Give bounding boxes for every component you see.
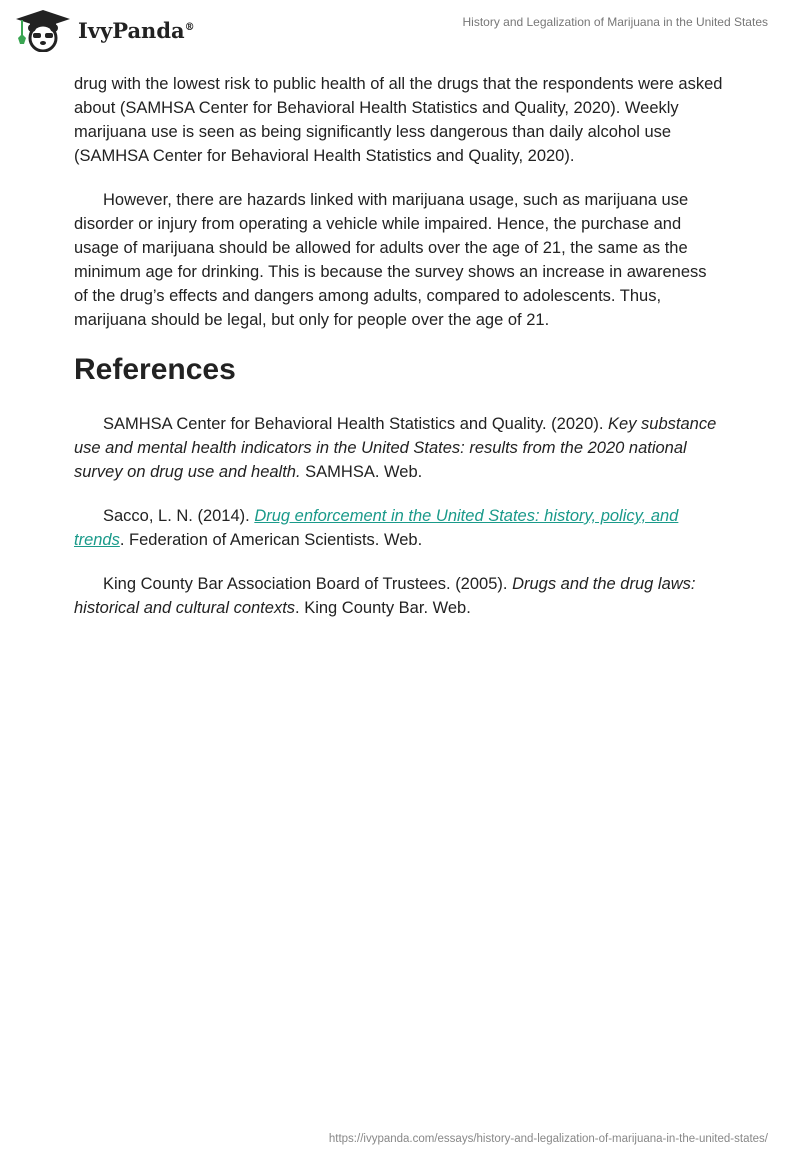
reference-link[interactable]: Drug enforcement in the United States: history, policy, and trends [74, 507, 679, 549]
reference-item: King County Bar Association Board of Trustees. (2005). Drugs and the drug laws: historical and cultural contexts. King County Bar. Web. [74, 575, 696, 617]
reference-item: SAMHSA Center for Behavioral Health Statistics and Quality. (2020). Key substance use and mental health indicators in the United States: results from the 2020 national survey on drug use and health. SAMHSA. Web. [74, 415, 717, 481]
footer-url[interactable]: https://ivypanda.com/essays/history-and-legalization-of-marijuana-in-the-united-states/ [328, 1133, 768, 1145]
reference-item: Sacco, L. N. (2014). Drug enforcement in the United States: history, policy, and trends. Federation of American Scientists. Web. [74, 507, 679, 549]
logo-text: IvyPanda® [78, 17, 195, 43]
body-paragraph: drug with the lowest risk to public health of all the drugs that the respondents were asked about (SAMHSA Center for Behavioral Health Statistics and Quality, 2020). Weekly marijuana use is seen as being significantly less dangerous than daily alcohol use (SAMHSA Center for Behavioral Health Statistics and Quality, 2020). [74, 75, 723, 165]
ivypanda-logo[interactable] [14, 8, 195, 52]
body-paragraph: However, there are hazards linked with marijuana usage, such as marijuana use disorder or injury from operating a vehicle while impaired. Hence, the purchase and usage of marijuana should be allowed for adults over the age of 21, the same as the minimum age for drinking. This is because the survey shows an increase in awareness of the drug’s effects and dangers among adults, compared to adolescents. Thus, marijuana should be legal, but only for people over the age of 21. [74, 191, 707, 329]
references-heading: References [74, 353, 236, 386]
document-body [74, 72, 724, 640]
panda-graduate-icon [14, 8, 72, 52]
document-title: History and Legalization of Marijuana in the United States [462, 15, 768, 29]
